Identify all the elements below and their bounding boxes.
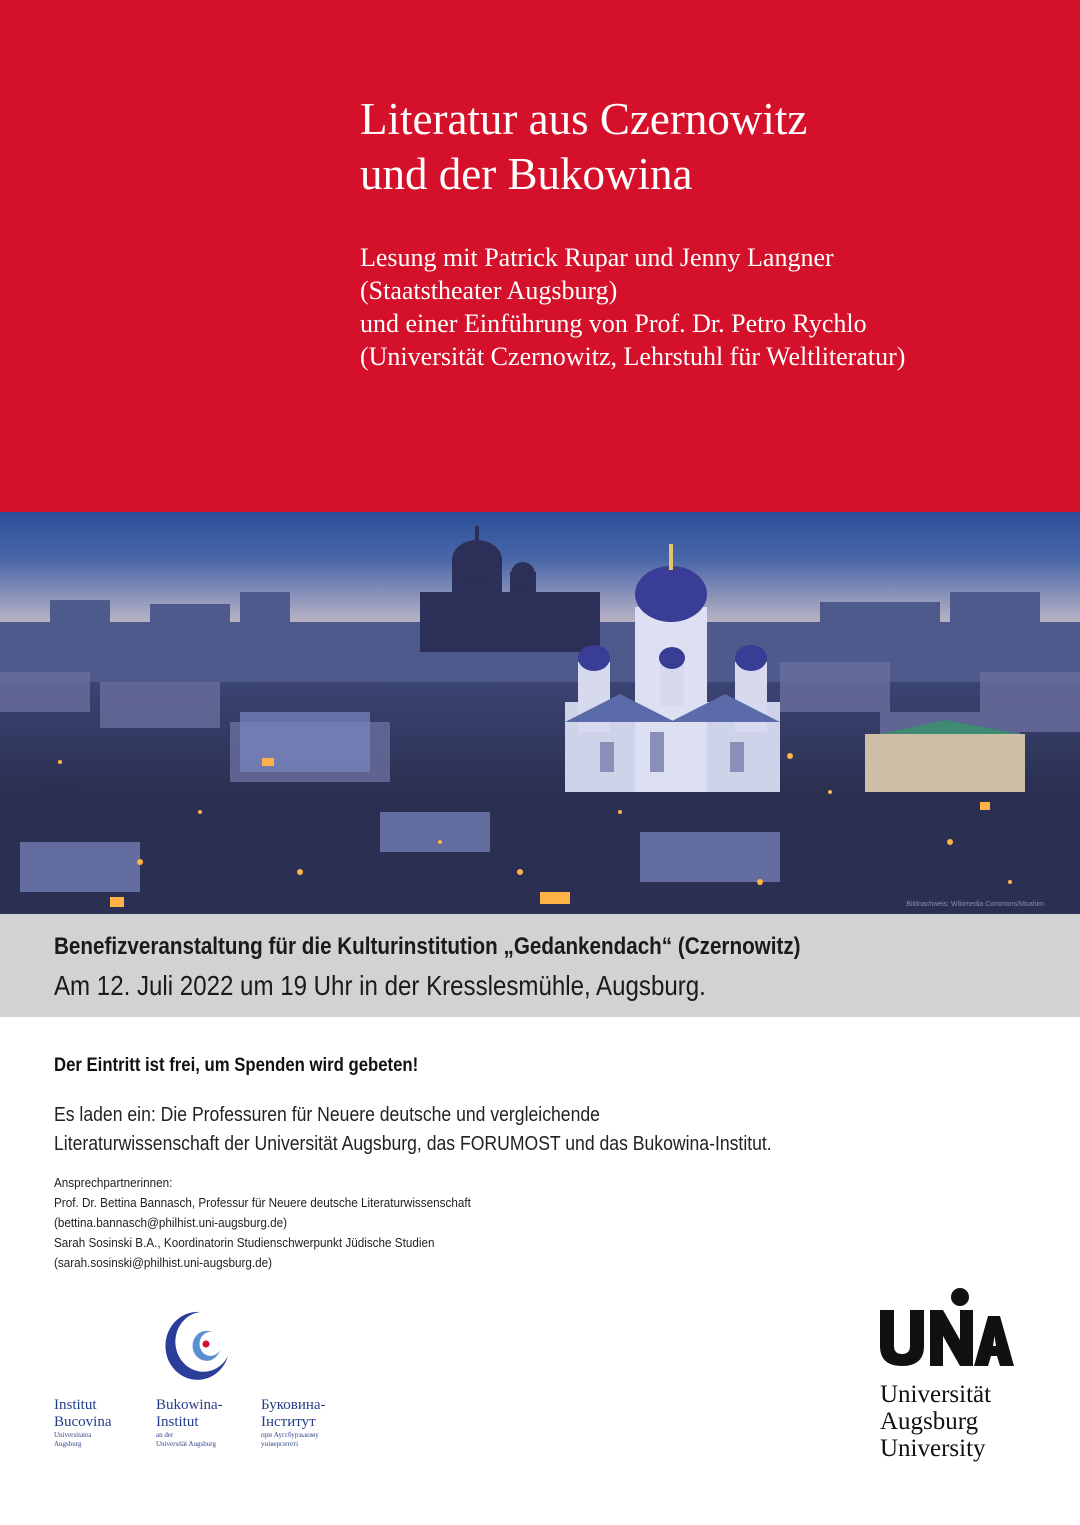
contact-email: (sarah.sosinski@philhist.uni-augsburg.de) [54, 1255, 273, 1270]
logo-subtext: an der [156, 1431, 174, 1439]
logo-text: Bucovina [54, 1414, 112, 1430]
title-line: und der Bukowina [360, 149, 693, 199]
logo-text: Institut [156, 1414, 199, 1430]
logo-text: Буковина- [261, 1397, 326, 1413]
bukowina-logo-ukrainian [261, 1397, 326, 1449]
bukowina-logo-german [156, 1397, 223, 1449]
contact-heading: Ansprechpartnerinnen: [54, 1175, 173, 1190]
logo-text: Institut [54, 1397, 97, 1413]
university-name-line: Augsburg [880, 1408, 979, 1435]
invitation-line: Es laden ein: Die Professuren für Neuere deutsche und vergleichende [54, 1104, 600, 1126]
subtitle-line: (Staatstheater Augsburg) [360, 276, 618, 305]
logo-subtext: Augsburg [54, 1440, 82, 1448]
subtitle-line: und einer Einführung von Prof. Dr. Petro Rychlo [360, 309, 867, 338]
subtitle-line: (Universität Czernowitz, Lehrstuhl für Weltliteratur) [360, 342, 906, 371]
invitation-text [54, 1101, 772, 1159]
logo-subtext: при Аугсбурзькому [261, 1431, 319, 1439]
logo-text: Bukowina- [156, 1397, 223, 1413]
university-name-line: Universität [880, 1381, 992, 1408]
logo-subtext: Universitatea [54, 1431, 92, 1439]
event-title [360, 92, 807, 202]
university-name [880, 1381, 991, 1462]
bukowina-logo-romanian [54, 1397, 112, 1449]
subtitle-line: Lesung mit Patrick Rupar und Jenny Langner [360, 243, 834, 272]
event-headline: Benefizveranstaltung für die Kulturinstitution „Gedankendach“ (Czernowitz) [54, 933, 801, 960]
contact-line: Sarah Sosinski B.A., Koordinatorin Studienschwerpunkt Jüdische Studien [54, 1235, 435, 1250]
university-logo-icon [876, 1286, 1016, 1368]
contact-line: Prof. Dr. Bettina Bannasch, Professur für Neuere deutsche Literaturwissenschaft [54, 1195, 471, 1210]
logo-subtext: університеті [261, 1440, 299, 1448]
photo-credit: Bildnachweis: Wikimedia Commons/Moahim [906, 901, 1044, 908]
event-date: Am 12. Juli 2022 um 19 Uhr in der Kresslesmühle, Augsburg. [54, 970, 706, 1001]
logo-subtext: Universität Augsburg [156, 1440, 216, 1448]
university-name-line: University [880, 1435, 986, 1462]
header-banner [0, 0, 1080, 512]
invitation-line: Literaturwissenschaft der Universität Augsburg, das FORUMOST und das Bukowina-Institut. [54, 1133, 772, 1155]
bukowina-logo-icon [160, 1306, 234, 1386]
contact-block [54, 1173, 471, 1273]
city-photo [0, 512, 1080, 914]
logo-text: Інститут [261, 1414, 316, 1430]
entry-note: Der Eintritt ist frei, um Spenden wird gebeten! [54, 1055, 419, 1076]
city-skyline-illustration [0, 512, 1080, 914]
event-subtitle [360, 241, 905, 373]
title-line: Literatur aus Czernowitz [360, 94, 808, 144]
contact-email: (bettina.bannasch@philhist.uni-augsburg.de) [54, 1215, 288, 1230]
